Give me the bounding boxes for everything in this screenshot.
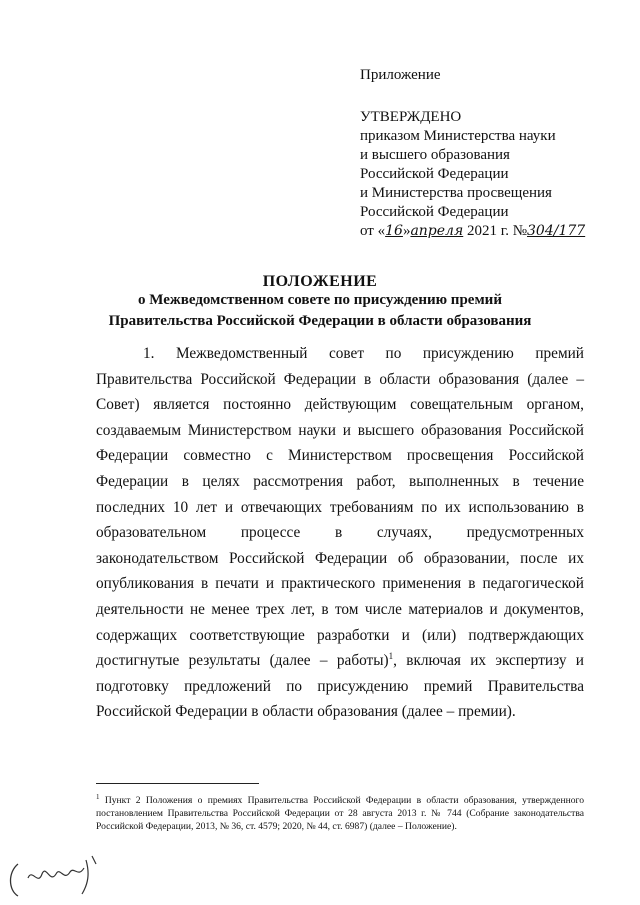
order-date-line (360, 222, 585, 241)
date-close: » (402, 223, 411, 239)
date-prefix: от « (360, 223, 386, 239)
footnote-separator (96, 783, 259, 784)
approved-line: Российской Федерации (360, 204, 509, 220)
approved-line: и высшего образования (360, 147, 510, 163)
paragraph-text: 1. Межведомственный совет по присуждению премий Правительства Российской Федерации в области образования (далее – Совет) является постоянно действующим совещательным органом, создаваемым Министерством науки и высшего образования Российской Федерации совместно с Министерством просвещения Российской Федерации в целях рассмотрения работ, выполненных в течение последних 10 лет и отвечающих требованиям по их использованию в образовательном процессе в случаях, предусмотренных законодательством Российской Федерации об образовании, после их опубликования в печати и практического применения в педагогической деятельности не менее трех лет, в том числе материалов и документов, содержащих соответствующие разработки и (или) подтверждающих достигнутые результаты (далее – работы) (96, 345, 584, 670)
approved-line: приказом Министерства науки (360, 128, 556, 144)
date-year: 2021 г. № (463, 223, 528, 239)
handwritten-day: 16 (385, 223, 403, 239)
approved-heading: УТВЕРЖДЕНО (360, 109, 462, 125)
document-subtitle-line2: Правительства Российской Федерации в области образования (108, 313, 532, 329)
footnote-marker: 1 (96, 793, 100, 801)
footnote-reference: 1 (388, 651, 394, 662)
approval-block (360, 108, 585, 241)
attachment-label: Приложение (360, 67, 441, 83)
handwritten-order-number: 304/177 (527, 223, 586, 239)
approved-line: Российской Федерации (360, 166, 509, 182)
paragraph-text-continued: , включая их экспертизу и подготовку предложений по присуждению премий Правительства Российской Федерации в области образования (далее – премии). (96, 652, 584, 721)
footnote (96, 791, 584, 833)
document-title: ПОЛОЖЕНИЕ (262, 273, 378, 290)
handwritten-signature (4, 850, 114, 900)
footnote-text: Пункт 2 Положения о премиях Правительства Российской Федерации в области образования, утвержденного постановлением Правительства Российской Федерации от 28 августа 2013 г. № 744 (Собрание законодательства Российской Федерации, 2013, № 36, ст. 4579; 2020, № 44, ст. 6987) (далее – Положение). (96, 795, 584, 833)
approved-line: и Министерства просвещения (360, 185, 552, 201)
document-subtitle-line1: о Межведомственном совете по присуждению премий (138, 292, 502, 308)
handwritten-month: апреля (410, 223, 464, 239)
paragraph-1 (96, 341, 584, 725)
